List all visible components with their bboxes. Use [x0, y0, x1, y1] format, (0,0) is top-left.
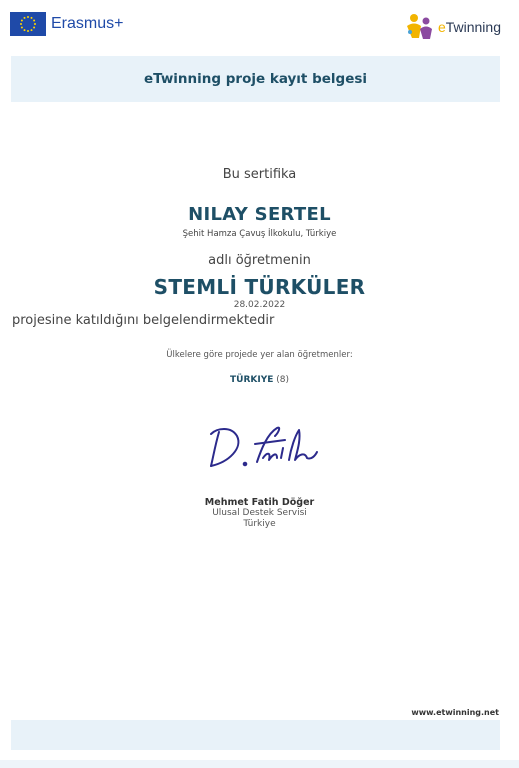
teacher-of-text: adlı öğretmenin	[208, 253, 311, 268]
signer-role: Ulusal Destek Servisi	[212, 508, 307, 518]
erasmus-label: Erasmus+	[51, 15, 124, 32]
signer-name: Mehmet Fatih Döğer	[204, 497, 315, 508]
etwinning-label-rest: Twinning	[445, 19, 501, 35]
etwinning-figures-icon	[404, 12, 436, 42]
certificate-title: eTwinning proje kayıt belgesi	[143, 71, 368, 87]
signature-image	[205, 418, 320, 478]
title-band	[11, 56, 500, 102]
website-link[interactable]: www.etwinning.net	[411, 708, 499, 717]
etwinning-label	[438, 19, 501, 35]
certificate-date: 28.02.2022	[233, 300, 286, 310]
country-count: (8)	[276, 375, 289, 385]
bottom-edge	[0, 760, 519, 768]
country-entry	[0, 375, 519, 385]
countries-label: Ülkelere göre projede yer alan öğretmenler:	[166, 350, 353, 360]
footer-band	[11, 720, 500, 750]
signer-country: Türkiye	[243, 519, 276, 529]
participation-text: projesine katıldığını belgelendirmektedir	[12, 313, 275, 328]
teacher-name: NILAY SERTEL	[188, 204, 331, 225]
etwinning-logo	[404, 12, 501, 42]
erasmus-logo	[10, 12, 123, 36]
certificate-intro: Bu sertifika	[222, 167, 297, 182]
etwinning-label-e: e	[437, 19, 446, 35]
eu-flag-icon	[10, 12, 46, 36]
country-name: TÜRKIYE	[230, 375, 274, 385]
school-name: Şehit Hamza Çavuş İlkokulu, Türkiye	[182, 229, 337, 239]
project-title: STEMLİ TÜRKÜLER	[153, 275, 366, 299]
